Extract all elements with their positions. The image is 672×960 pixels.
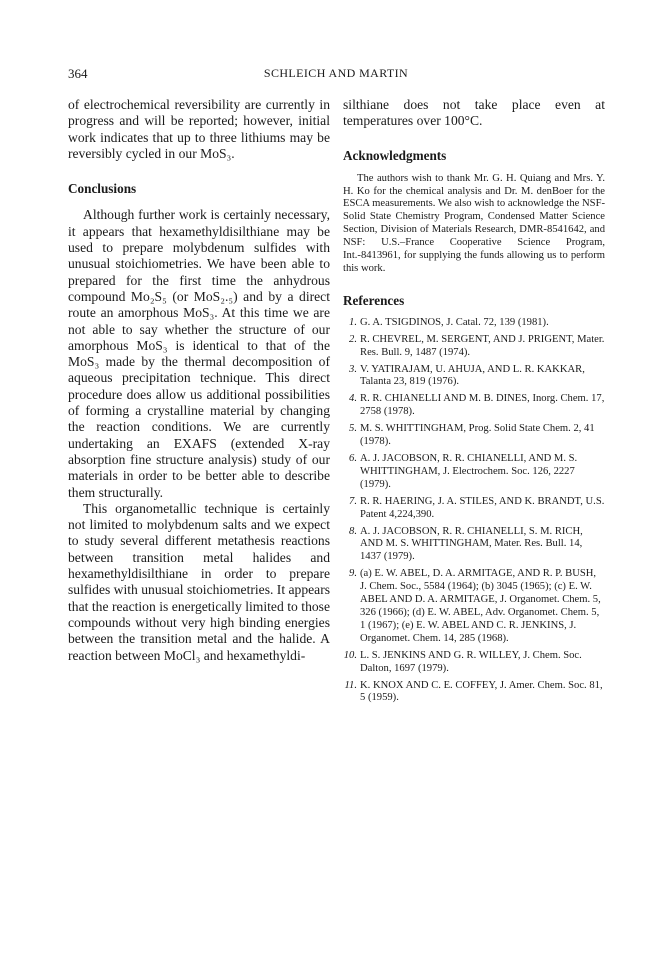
reference-number: 11. [344, 679, 357, 691]
left-body [68, 97, 330, 664]
reference-item [343, 496, 605, 522]
right-body [343, 97, 605, 130]
reference-text: L. S. JENKINS AND G. R. WILLEY, J. Chem. Soc. Dalton, 1697 (1979). [360, 649, 582, 674]
reference-item [343, 526, 605, 565]
reference-item [343, 650, 605, 676]
reference-number: 1. [349, 316, 357, 328]
conclusions-paragraph-1: Although further work is certainly necessary, it appears that hexamethyldisilthiane may be used to prepare molybdenum sulfides with unusual stoichiometries. We have been able to prepared for the first time the anhydrous compound Mo₂S₅ (or MoS₂.₅) and by a direct route an amorphous MoS₃. At this time we are not able to say whether the structure of our amorphous MoS₃ is identical to that of the MoS₃ made by the thermal decomposition of aqueous precipitation technique. This direct procedure does allow us additional possibilities of forming a crystalline material by changing the reaction conditions. We are currently undertaking an EXAFS (extended X-ray absorption fine structure analysis) study of our materials in order to be better able to describe them structurally. [68, 207, 330, 500]
reference-text: R. CHEVREL, M. SERGENT, AND J. PRIGENT, Mater. Res. Bull. 9, 1487 (1974). [360, 333, 605, 358]
references-heading: References [343, 292, 405, 308]
reference-text: K. KNOX AND C. E. COFFEY, J. Amer. Chem. Soc. 81, 5 (1959). [360, 679, 603, 704]
reference-text: (a) E. W. ABEL, D. A. ARMITAGE, AND R. P. BUSH, J. Chem. Soc., 5584 (1964); (b) 3045 (1965); (c) E. W. ABEL AND D. A. ARMITAGE, J. Organomet. Chem. 5, 326 (1966); (d) E. W. ABEL, Adv. Organomet. Chem. 5, 1 (1967); (e) E. W. ABEL AND C. R. JENKINS, J. Organomet. Chem. 14, 285 (1968). [360, 568, 601, 644]
reference-text: R. R. CHIANELLI AND M. B. DINES, Inorg. Chem. 17, 2758 (1978). [360, 393, 605, 418]
reference-text: A. J. JACOBSON, R. R. CHIANELLI, AND M. S. WHITTINGHAM, J. Electrochem. Soc. 126, 2227 (1979). [360, 453, 578, 490]
running-head: SCHLEICH AND MARTIN [263, 66, 409, 80]
reference-number: 3. [349, 363, 357, 375]
reference-item [343, 364, 605, 390]
reference-item [343, 317, 605, 330]
reference-number: 10. [343, 649, 357, 661]
reference-text: G. A. TSIGDINOS, J. Catal. 72, 139 (1981). [360, 316, 549, 328]
reference-text: M. S. WHITTINGHAM, Prog. Solid State Chem. 2, 41 (1978). [360, 423, 595, 448]
reference-number: 5. [349, 423, 357, 435]
reference-list [343, 317, 605, 705]
intro-paragraph: of electrochemical reversibility are currently in progress and will be reported; however, initial work indicates that up to three lithiums may be reversibly cycled in our MoS₃. [68, 97, 330, 161]
reference-number: 8. [349, 525, 357, 537]
reference-item [343, 393, 605, 419]
reference-number: 6. [349, 453, 357, 464]
left-column [68, 97, 330, 664]
reference-item [343, 453, 605, 492]
reference-number: 7. [349, 495, 357, 507]
conclusions-heading: Conclusions [68, 181, 137, 197]
right-column [343, 97, 605, 709]
reference-number: 4. [349, 393, 357, 405]
reference-item [343, 334, 605, 360]
conclusions-paragraph-2: This organometallic technique is certainly not limited to molybdenum salts and we expect to study several different metathesis reactions between transition metal halides and hexamethyldisilthiane in order to prepare sulfides with unusual stoichiometries. It appears that the reaction is energetically limited to those compounds without very high binding energies between the transition metal and the halide. A reaction between MoCl₃ and hexamethyldi- [68, 500, 331, 663]
reference-item [343, 568, 605, 645]
continuation-paragraph: silthiane does not take place even at temperatures over 100°C. [343, 97, 605, 129]
reference-item [343, 680, 605, 706]
acknowledgments-text: The authors wish to thank Mr. G. H. Quiang and Mrs. Y. H. Ko for the chemical analysis and Dr. M. denBoer for the ESCA measurements. We also wish to acknowledge the NSF-Solid State Chemistry Program, Condensed Matter Science Section, Division of Materials Research, DMR-8541642, and NSF: U.S.–France Cooperative Science Program, Int.-8413961, for supplying the funds allowing us to perform this work. [343, 172, 605, 274]
reference-text: R. R. HAERING, J. A. STILES, AND K. BRANDT, U.S. Patent 4,224,390. [360, 495, 605, 520]
reference-number: 9. [349, 568, 357, 580]
acknowledgments-heading: Acknowledgments [343, 147, 447, 163]
reference-text: A. J. JACOBSON, R. R. CHIANELLI, S. M. RICH, AND M. S. WHITTINGHAM, Mater. Res. Bull. 14, 1437 (1979). [360, 525, 583, 563]
reference-text: V. YATIRAJAM, U. AHUJA, AND L. R. KAKKAR, Talanta 23, 819 (1976). [360, 363, 585, 388]
reference-number: 2. [349, 333, 357, 345]
reference-item [343, 423, 605, 449]
page-number: 364 [68, 66, 88, 81]
